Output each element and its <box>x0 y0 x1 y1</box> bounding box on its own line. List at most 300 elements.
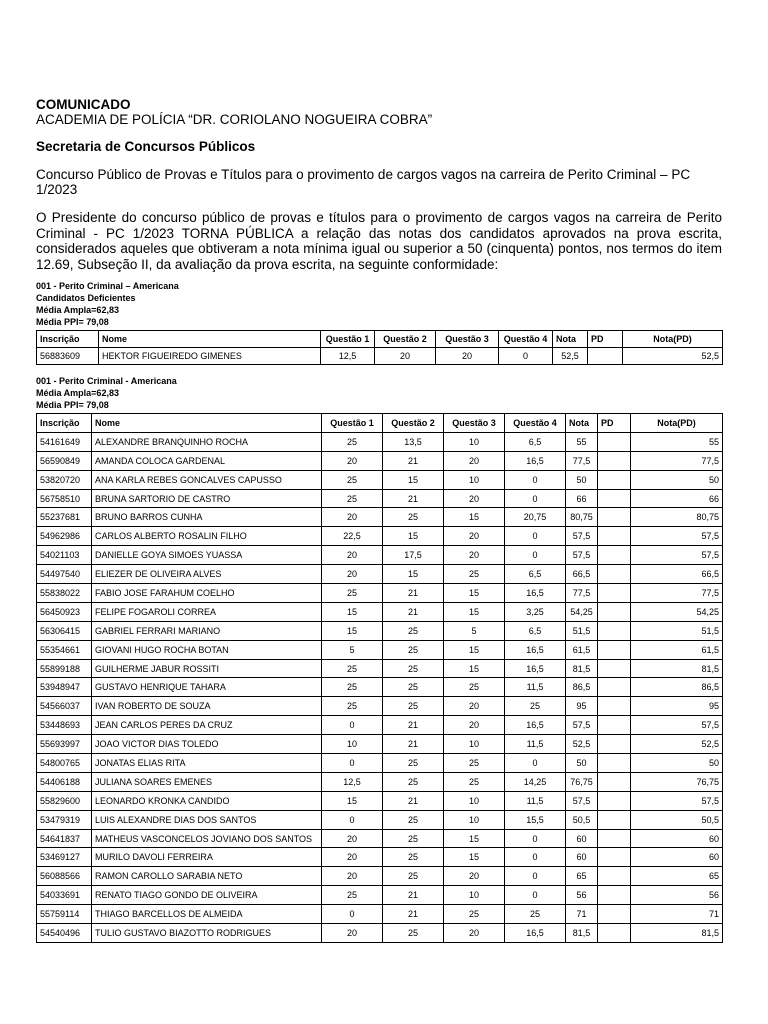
table-row <box>37 470 723 489</box>
cell-questao-3: 20 <box>444 546 505 565</box>
cell-inscricao: 54540496 <box>37 924 92 943</box>
cell-questao-3: 20 <box>444 451 505 470</box>
cell-nota-pd: 66 <box>631 489 723 508</box>
cell-questao-1: 25 <box>322 432 383 451</box>
table-row <box>37 678 723 697</box>
cell-nota: 51,5 <box>566 621 598 640</box>
cell-nota-pd: 57,5 <box>631 716 723 735</box>
cell-questao-1: 0 <box>322 810 383 829</box>
cell-questao-4: 16,5 <box>505 659 566 678</box>
cell-pd <box>598 886 631 905</box>
cell-questao-2: 25 <box>383 508 444 527</box>
cell-inscricao: 54497540 <box>37 565 92 584</box>
cell-nome: RAMON CAROLLO SARABIA NETO <box>92 867 322 886</box>
cell-nome: FELIPE FOGAROLI CORREA <box>92 602 322 621</box>
cell-questao-2: 25 <box>383 678 444 697</box>
cell-questao-1: 25 <box>322 678 383 697</box>
cell-nota-pd: 81,5 <box>631 659 723 678</box>
table-row <box>37 640 723 659</box>
cell-questao-2: 25 <box>383 659 444 678</box>
cell-questao-3: 15 <box>444 640 505 659</box>
cell-questao-2: 25 <box>383 924 444 943</box>
cell-inscricao: 55237681 <box>37 508 92 527</box>
cell-questao-3: 20 <box>444 924 505 943</box>
column-header-pd: PD <box>588 331 623 348</box>
cell-questao-3: 5 <box>444 621 505 640</box>
cell-nota-pd: 50 <box>631 470 723 489</box>
cell-questao-2: 15 <box>383 527 444 546</box>
cell-nome: BRUNO BARROS CUNHA <box>92 508 322 527</box>
column-header-questao-1: Questão 1 <box>321 331 375 348</box>
cell-nota: 61,5 <box>566 640 598 659</box>
cell-pd <box>598 470 631 489</box>
cell-nota-pd: 54,25 <box>631 602 723 621</box>
cell-questao-2: 21 <box>383 602 444 621</box>
cell-questao-4: 0 <box>505 470 566 489</box>
cell-questao-2: 17,5 <box>383 546 444 565</box>
cell-nota-pd: 57,5 <box>631 791 723 810</box>
cell-questao-3: 10 <box>444 432 505 451</box>
cell-nota: 66 <box>566 489 598 508</box>
cell-nome: GABRIEL FERRARI MARIANO <box>92 621 322 640</box>
cell-questao-2: 25 <box>383 621 444 640</box>
cell-questao-4: 16,5 <box>505 716 566 735</box>
table-row <box>37 810 723 829</box>
table-row <box>37 489 723 508</box>
cell-questao-4: 11,5 <box>505 791 566 810</box>
cell-questao-3: 10 <box>444 791 505 810</box>
cell-inscricao: 55759114 <box>37 905 92 924</box>
cell-nota: 60 <box>566 848 598 867</box>
column-header-nota: Nota <box>566 414 598 433</box>
cell-pd <box>588 348 623 365</box>
column-header-pd: PD <box>598 414 631 433</box>
cell-questao-1: 20 <box>322 829 383 848</box>
cell-nome: RENATO TIAGO GONDO DE OLIVEIRA <box>92 886 322 905</box>
table-row <box>37 527 723 546</box>
cell-questao-4: 0 <box>505 867 566 886</box>
cell-questao-3: 15 <box>444 602 505 621</box>
cell-questao-3: 25 <box>444 772 505 791</box>
cell-questao-2: 21 <box>383 886 444 905</box>
cell-inscricao: 53469127 <box>37 848 92 867</box>
table-row <box>37 886 723 905</box>
cell-inscricao: 54021103 <box>37 546 92 565</box>
deficient-role: 001 - Perito Criminal – Americana <box>36 281 179 291</box>
cell-nota: 80,75 <box>566 508 598 527</box>
cell-questao-3: 25 <box>444 678 505 697</box>
cell-questao-2: 13,5 <box>383 432 444 451</box>
cell-nota-pd: 57,5 <box>631 546 723 565</box>
cell-inscricao: 53948947 <box>37 678 92 697</box>
cell-pd <box>598 508 631 527</box>
cell-inscricao: 55838022 <box>37 584 92 603</box>
cell-nota: 60 <box>566 829 598 848</box>
cell-nome: JULIANA SOARES EMENES <box>92 772 322 791</box>
cell-nota: 50,5 <box>566 810 598 829</box>
cell-nota-pd: 60 <box>631 829 723 848</box>
cell-questao-3: 20 <box>444 489 505 508</box>
cell-questao-2: 25 <box>383 848 444 867</box>
cell-nota: 56 <box>566 886 598 905</box>
table-row <box>37 697 723 716</box>
cell-questao-1: 20 <box>322 451 383 470</box>
table-row <box>37 451 723 470</box>
cell-pd <box>598 697 631 716</box>
general-media-ppi: Média PPI= 79,08 <box>36 400 109 410</box>
cell-nota: 54,25 <box>566 602 598 621</box>
cell-pd <box>598 546 631 565</box>
column-header-nota: Nota <box>553 331 588 348</box>
cell-nota-pd: 77,5 <box>631 451 723 470</box>
cell-questao-2: 20 <box>375 348 436 365</box>
cell-questao-1: 25 <box>322 489 383 508</box>
cell-inscricao: 55829600 <box>37 791 92 810</box>
cell-inscricao: 55354661 <box>37 640 92 659</box>
cell-questao-3: 10 <box>444 886 505 905</box>
cell-questao-3: 20 <box>444 697 505 716</box>
column-header-questao-4: Questão 4 <box>505 414 566 433</box>
cell-questao-3: 20 <box>444 867 505 886</box>
table-row <box>37 621 723 640</box>
table-row <box>37 905 723 924</box>
cell-nota-pd: 76,75 <box>631 772 723 791</box>
cell-questao-2: 21 <box>383 489 444 508</box>
cell-questao-4: 16,5 <box>505 924 566 943</box>
cell-questao-2: 15 <box>383 565 444 584</box>
cell-questao-3: 25 <box>444 565 505 584</box>
cell-nota-pd: 95 <box>631 697 723 716</box>
cell-nota-pd: 55 <box>631 432 723 451</box>
cell-questao-1: 10 <box>322 735 383 754</box>
cell-inscricao: 55693997 <box>37 735 92 754</box>
cell-inscricao: 56590849 <box>37 451 92 470</box>
cell-pd <box>598 829 631 848</box>
cell-questao-1: 20 <box>322 924 383 943</box>
cell-nome: GUILHERME JABUR ROSSITI <box>92 659 322 678</box>
cell-questao-1: 15 <box>322 602 383 621</box>
cell-questao-1: 20 <box>322 508 383 527</box>
cell-pd <box>598 602 631 621</box>
column-header-questao-3: Questão 3 <box>444 414 505 433</box>
cell-nota: 81,5 <box>566 924 598 943</box>
contest-name: Concurso Público de Provas e Títulos para o provimento de cargos vagos na carreira de Perito Criminal – PC 1/2023 <box>36 167 691 197</box>
cell-pd <box>598 584 631 603</box>
cell-nota-pd: 50 <box>631 754 723 773</box>
cell-questao-4: 11,5 <box>505 678 566 697</box>
general-media-ampla: Média Ampla=62,83 <box>36 388 119 398</box>
general-candidates-table <box>36 413 723 943</box>
cell-nota: 77,5 <box>566 451 598 470</box>
cell-inscricao: 54161649 <box>37 432 92 451</box>
cell-questao-3: 15 <box>444 848 505 867</box>
cell-nota-pd: 52,5 <box>623 348 723 365</box>
table-row <box>37 602 723 621</box>
cell-pd <box>598 716 631 735</box>
cell-questao-3: 25 <box>444 754 505 773</box>
cell-nota-pd: 50,5 <box>631 810 723 829</box>
cell-nome: ELIEZER DE OLIVEIRA ALVES <box>92 565 322 584</box>
cell-questao-2: 25 <box>383 640 444 659</box>
cell-inscricao: 56450923 <box>37 602 92 621</box>
cell-nota: 52,5 <box>566 735 598 754</box>
cell-pd <box>598 867 631 886</box>
cell-nota-pd: 81,5 <box>631 924 723 943</box>
cell-questao-4: 0 <box>499 348 553 365</box>
cell-pd <box>598 621 631 640</box>
cell-questao-2: 25 <box>383 867 444 886</box>
cell-pd <box>598 489 631 508</box>
doc-title: COMUNICADO <box>36 97 131 112</box>
cell-questao-3: 20 <box>436 348 499 365</box>
cell-nome: BRUNA SARTORIO DE CASTRO <box>92 489 322 508</box>
cell-nota: 95 <box>566 697 598 716</box>
table-row <box>37 924 723 943</box>
cell-nome: LUIS ALEXANDRE DIAS DOS SANTOS <box>92 810 322 829</box>
cell-nota-pd: 66,5 <box>631 565 723 584</box>
cell-nota: 55 <box>566 432 598 451</box>
document-page <box>36 97 722 943</box>
cell-questao-2: 25 <box>383 829 444 848</box>
cell-questao-4: 11,5 <box>505 735 566 754</box>
cell-inscricao: 56758510 <box>37 489 92 508</box>
cell-questao-1: 12,5 <box>321 348 375 365</box>
cell-nome: AMANDA COLOCA GARDENAL <box>92 451 322 470</box>
cell-pd <box>598 791 631 810</box>
cell-nota: 81,5 <box>566 659 598 678</box>
cell-nota-pd: 61,5 <box>631 640 723 659</box>
cell-questao-1: 0 <box>322 716 383 735</box>
table-row <box>37 848 723 867</box>
cell-inscricao: 56883609 <box>37 348 99 365</box>
cell-nome: ANA KARLA REBES GONCALVES CAPUSSO <box>92 470 322 489</box>
cell-inscricao: 55899188 <box>37 659 92 678</box>
cell-pd <box>598 527 631 546</box>
cell-inscricao: 54033691 <box>37 886 92 905</box>
cell-nota: 66,5 <box>566 565 598 584</box>
cell-questao-4: 15,5 <box>505 810 566 829</box>
cell-questao-2: 21 <box>383 584 444 603</box>
general-section-heading <box>36 375 722 411</box>
cell-nome: MATHEUS VASCONCELOS JOVIANO DOS SANTOS <box>92 829 322 848</box>
cell-questao-1: 25 <box>322 584 383 603</box>
table-row <box>37 791 723 810</box>
cell-pd <box>598 432 631 451</box>
cell-inscricao: 54962986 <box>37 527 92 546</box>
cell-pd <box>598 735 631 754</box>
academy-name: ACADEMIA DE POLÍCIA “DR. CORIOLANO NOGUEIRA COBRA” <box>36 112 433 127</box>
table-row <box>37 508 723 527</box>
cell-inscricao: 54641837 <box>37 829 92 848</box>
cell-inscricao: 53820720 <box>37 470 92 489</box>
cell-nota: 50 <box>566 470 598 489</box>
cell-pd <box>598 754 631 773</box>
cell-nota-pd: 86,5 <box>631 678 723 697</box>
cell-nota: 57,5 <box>566 791 598 810</box>
cell-pd <box>598 772 631 791</box>
cell-questao-3: 15 <box>444 508 505 527</box>
cell-nota-pd: 60 <box>631 848 723 867</box>
cell-nota: 86,5 <box>566 678 598 697</box>
cell-questao-3: 20 <box>444 716 505 735</box>
cell-nota: 57,5 <box>566 527 598 546</box>
cell-questao-1: 12,5 <box>322 772 383 791</box>
cell-questao-1: 20 <box>322 546 383 565</box>
column-header-questao-2: Questão 2 <box>375 331 436 348</box>
cell-pd <box>598 924 631 943</box>
cell-nota: 65 <box>566 867 598 886</box>
cell-inscricao: 56306415 <box>37 621 92 640</box>
column-header-nome: Nome <box>99 331 321 348</box>
cell-nota: 57,5 <box>566 546 598 565</box>
table-row <box>37 754 723 773</box>
cell-questao-1: 15 <box>322 791 383 810</box>
secretariat-name: Secretaria de Concursos Públicos <box>36 139 256 154</box>
cell-inscricao: 54566037 <box>37 697 92 716</box>
table-row <box>37 716 723 735</box>
column-header-nota-pd: Nota(PD) <box>631 414 723 433</box>
cell-questao-1: 20 <box>322 565 383 584</box>
cell-questao-4: 0 <box>505 754 566 773</box>
cell-questao-4: 0 <box>505 489 566 508</box>
general-role: 001 - Perito Criminal - Americana <box>36 376 177 386</box>
cell-questao-3: 10 <box>444 810 505 829</box>
cell-questao-3: 10 <box>444 735 505 754</box>
deficient-section-heading <box>36 280 722 328</box>
table-row <box>37 867 723 886</box>
cell-nome: CARLOS ALBERTO ROSALIN FILHO <box>92 527 322 546</box>
cell-pd <box>598 659 631 678</box>
cell-nome: DANIELLE GOYA SIMOES YUASSA <box>92 546 322 565</box>
cell-nota-pd: 51,5 <box>631 621 723 640</box>
cell-questao-4: 6,5 <box>505 432 566 451</box>
cell-questao-1: 25 <box>322 697 383 716</box>
cell-nota: 77,5 <box>566 584 598 603</box>
cell-pd <box>598 565 631 584</box>
cell-inscricao: 53448693 <box>37 716 92 735</box>
column-header-inscricao: Inscrição <box>37 331 99 348</box>
cell-pd <box>598 640 631 659</box>
cell-nome: JONATAS ELIAS RITA <box>92 754 322 773</box>
cell-nota-pd: 57,5 <box>631 527 723 546</box>
table-row <box>37 584 723 603</box>
cell-nota: 52,5 <box>553 348 588 365</box>
cell-questao-4: 0 <box>505 829 566 848</box>
cell-questao-4: 6,5 <box>505 621 566 640</box>
column-header-inscricao: Inscrição <box>37 414 92 433</box>
table-row <box>37 829 723 848</box>
cell-nome: JEAN CARLOS PERES DA CRUZ <box>92 716 322 735</box>
cell-nota: 71 <box>566 905 598 924</box>
cell-questao-2: 21 <box>383 735 444 754</box>
cell-questao-4: 6,5 <box>505 565 566 584</box>
cell-questao-1: 0 <box>322 754 383 773</box>
deficient-media-ampla: Média Ampla=62,83 <box>36 305 119 315</box>
cell-nome: LEONARDO KRONKA CANDIDO <box>92 791 322 810</box>
cell-questao-3: 15 <box>444 584 505 603</box>
column-header-nome: Nome <box>92 414 322 433</box>
cell-nota-pd: 56 <box>631 886 723 905</box>
announcement-paragraph: O Presidente do concurso público de provas e títulos para o provimento de cargos vagos na carreira de Perito Criminal - PC 1/2023 TORNA PÚBLICA a relação das notas dos candidatos aprovados na prova escrita, considerados aqueles que obtiveram a nota mínima igual ou superior a 50 (cinquenta) pontos, nos termos do item 12.69, Subseção II, da avaliação da prova escrita, na seguinte conformidade: <box>36 210 722 272</box>
cell-questao-2: 21 <box>383 791 444 810</box>
column-header-nota-pd: Nota(PD) <box>623 331 723 348</box>
cell-questao-4: 0 <box>505 886 566 905</box>
table-row <box>37 659 723 678</box>
cell-inscricao: 54406188 <box>37 772 92 791</box>
deficient-media-ppi: Média PPI= 79,08 <box>36 317 109 327</box>
cell-questao-3: 15 <box>444 829 505 848</box>
cell-inscricao: 56088566 <box>37 867 92 886</box>
table-row <box>37 772 723 791</box>
table-row <box>37 735 723 754</box>
cell-nota: 76,75 <box>566 772 598 791</box>
cell-questao-2: 21 <box>383 905 444 924</box>
table-row <box>37 565 723 584</box>
cell-nome: IVAN ROBERTO DE SOUZA <box>92 697 322 716</box>
column-header-questao-3: Questão 3 <box>436 331 499 348</box>
cell-questao-2: 15 <box>383 470 444 489</box>
cell-questao-2: 21 <box>383 716 444 735</box>
cell-pd <box>598 810 631 829</box>
cell-nota-pd: 52,5 <box>631 735 723 754</box>
cell-pd <box>598 848 631 867</box>
cell-questao-1: 0 <box>322 905 383 924</box>
cell-nota: 57,5 <box>566 716 598 735</box>
cell-pd <box>598 905 631 924</box>
cell-nome: MURILO DAVOLI FERREIRA <box>92 848 322 867</box>
cell-nome: TULIO GUSTAVO BIAZOTTO RODRIGUES <box>92 924 322 943</box>
cell-nome: FABIO JOSE FARAHUM COELHO <box>92 584 322 603</box>
cell-questao-4: 16,5 <box>505 584 566 603</box>
cell-questao-4: 0 <box>505 546 566 565</box>
table-row <box>37 432 723 451</box>
column-header-questao-1: Questão 1 <box>322 414 383 433</box>
cell-questao-4: 16,5 <box>505 640 566 659</box>
cell-nome: GIOVANI HUGO ROCHA BOTAN <box>92 640 322 659</box>
cell-questao-1: 20 <box>322 867 383 886</box>
cell-inscricao: 54800765 <box>37 754 92 773</box>
cell-nota-pd: 65 <box>631 867 723 886</box>
cell-inscricao: 53479319 <box>37 810 92 829</box>
cell-questao-4: 0 <box>505 848 566 867</box>
cell-nome: GUSTAVO HENRIQUE TAHARA <box>92 678 322 697</box>
cell-questao-1: 15 <box>322 621 383 640</box>
table-row <box>37 348 723 365</box>
cell-pd <box>598 451 631 470</box>
cell-pd <box>598 678 631 697</box>
table-header-row <box>37 414 723 433</box>
cell-questao-2: 25 <box>383 772 444 791</box>
cell-questao-4: 25 <box>505 697 566 716</box>
cell-questao-1: 22,5 <box>322 527 383 546</box>
table-header-row <box>37 331 723 348</box>
cell-nota-pd: 71 <box>631 905 723 924</box>
cell-questao-1: 25 <box>322 886 383 905</box>
cell-nome: HEKTOR FIGUEIREDO GIMENES <box>99 348 321 365</box>
cell-nome: ALEXANDRE BRANQUINHO ROCHA <box>92 432 322 451</box>
cell-questao-4: 14,25 <box>505 772 566 791</box>
cell-questao-4: 0 <box>505 527 566 546</box>
cell-nota-pd: 77,5 <box>631 584 723 603</box>
cell-questao-3: 10 <box>444 470 505 489</box>
cell-questao-2: 25 <box>383 754 444 773</box>
column-header-questao-2: Questão 2 <box>383 414 444 433</box>
cell-questao-1: 20 <box>322 848 383 867</box>
deficient-label: Candidatos Deficientes <box>36 293 136 303</box>
table-row <box>37 546 723 565</box>
cell-questao-4: 3,25 <box>505 602 566 621</box>
cell-questao-2: 25 <box>383 810 444 829</box>
